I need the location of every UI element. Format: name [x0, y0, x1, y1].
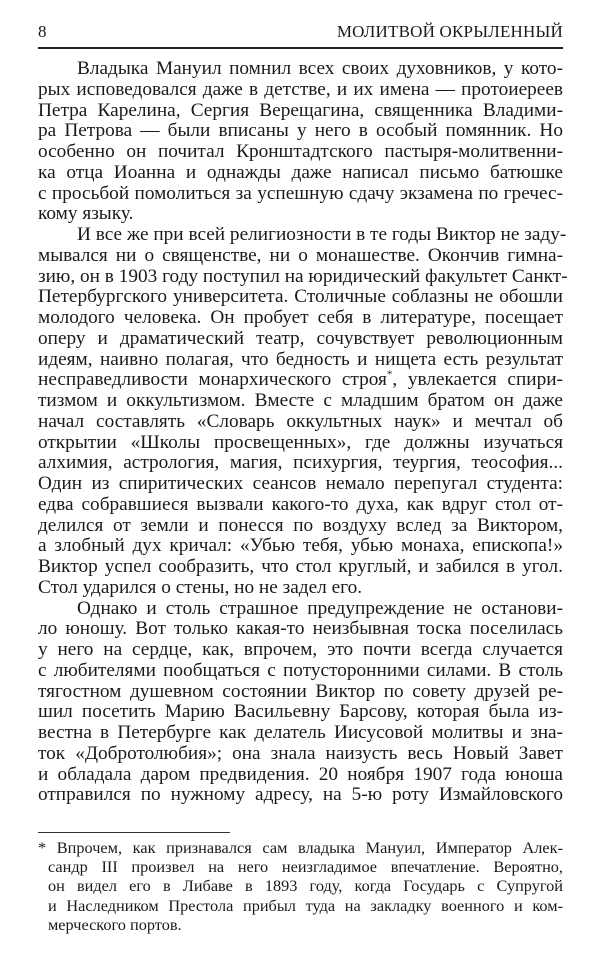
- text-line: с любителями пообщаться с потусторонними силами. В столь: [38, 659, 563, 681]
- text-line: а злобный дух кричал: «Убью тебя, убью монаха, епископа!»: [38, 535, 563, 557]
- text-line: мывался ни о священстве, ни о монашестве. Окончив гимна-: [38, 244, 563, 266]
- footnote-line: сандр III произвел на него неизгладимое впечатление. Вероятно,: [48, 857, 563, 877]
- text-line: с просьбой помолиться за успешную сдачу экзамена по гречес-: [38, 182, 563, 204]
- text-line: ло юношу. Вот только какая-то неизбывная тоска поселилась: [38, 618, 563, 640]
- text-line: шил посетить Марию Васильевну Барсову, которая была из-: [38, 701, 563, 723]
- text-line: алхимия, астрология, магия, психургия, теургия, теософия...: [38, 452, 563, 474]
- running-title: МОЛИТВОЙ ОКРЫЛЕННЫЙ: [336, 22, 563, 41]
- text-line: едва собравшиеся вызвали какого-то духа, как вдруг стол от-: [38, 493, 563, 515]
- text-line: делился от земли и понесся по воздуху вслед за Виктором,: [38, 514, 563, 536]
- text-line: оперу и драматический театр, сочувствует революционным: [38, 327, 563, 349]
- text-line: у него на сердце, как, впрочем, это почти всегда случается: [38, 639, 563, 660]
- text-line: Петра Карелина, Сергия Верещагина, священника Владими-: [38, 99, 563, 121]
- text-line: тягостном душевном состоянии Виктор по совету друзей ре-: [38, 680, 563, 702]
- text-line: отправился по нужному адресу, на 5-ю роту Измайловского: [38, 784, 563, 806]
- footnote: [38, 838, 563, 934]
- text-line: открытии «Школы просвещенных», где должны изучаться: [38, 431, 563, 453]
- text-line: идеям, наивно полагая, что бедность и нищета есть результат: [38, 348, 563, 370]
- footnote-rule: [38, 832, 230, 833]
- text-line: ра Петрова — были вписаны у него в особый помянник. Но: [38, 120, 563, 142]
- text-line: тизмом и оккультизмом. Вместе с младшим братом он даже: [38, 390, 563, 411]
- page-number: 8: [38, 22, 47, 41]
- text-line: вестна в Петербурге как делатель Иисусовой молитвы и зна-: [38, 722, 563, 743]
- text-line: и обладала даром предвидения. 20 ноября 1907 года юноша: [38, 763, 563, 785]
- text-line: кому языку.: [38, 203, 134, 225]
- text-line: ток «Добротолюбия»; она знала наизусть весь Новый Завет: [38, 742, 563, 764]
- body-text: [38, 58, 568, 806]
- text-line: Виктор успел сообразить, что стол круглый, и забился в угол.: [38, 556, 563, 577]
- page-header: [38, 20, 563, 46]
- text-line: особенно он почитал Кронштадтского пастыря-молитвенни-: [38, 141, 563, 162]
- text-line: Владыка Мануил помнил всех своих духовников, у кото-: [77, 58, 563, 79]
- text-line: И все же при всей религиозности в те годы Виктор не заду-: [77, 224, 567, 245]
- text-line: Петербургского университета. Столичные соблазны не обошли: [38, 286, 563, 308]
- footnote-marker: *: [386, 368, 393, 381]
- footnote-line: * Впрочем, как признавался сам владыка Мануил, Император Алек-: [38, 838, 563, 857]
- text-line: Стол ударился о стены, но не задел его.: [38, 576, 363, 598]
- text-line: Один из спиритических сеансов немало перепугал студента:: [38, 473, 563, 494]
- text-line: Однако и столь страшное предупреждение не останови-: [77, 597, 563, 619]
- header-rule: [38, 47, 563, 49]
- text-line: рых исповедовался даже в детстве, и их имена — протоиереев: [38, 78, 563, 100]
- footnote-line: мерческого портов.: [48, 914, 182, 934]
- text-line: начал составлять «Словарь оккультных наук» и мечтал об: [38, 410, 563, 432]
- text-line: ка отца Иоанна и однажды даже написал письмо батюшке: [38, 161, 563, 183]
- text-line: несправедливости монархического строя*, увлекается спири-: [38, 368, 563, 391]
- text-line: молодого человека. Он пробует себя в литературе, посещает: [38, 307, 563, 328]
- footnote-line: он видел его в Либаве в 1893 году, когда Государь с Супругой: [48, 876, 563, 896]
- footnote-line: и Наследником Престола прибыл туда на закладку военного и ком-: [48, 895, 563, 915]
- text-line: зию, он в 1903 году поступил на юридический факультет Санкт-: [38, 265, 568, 287]
